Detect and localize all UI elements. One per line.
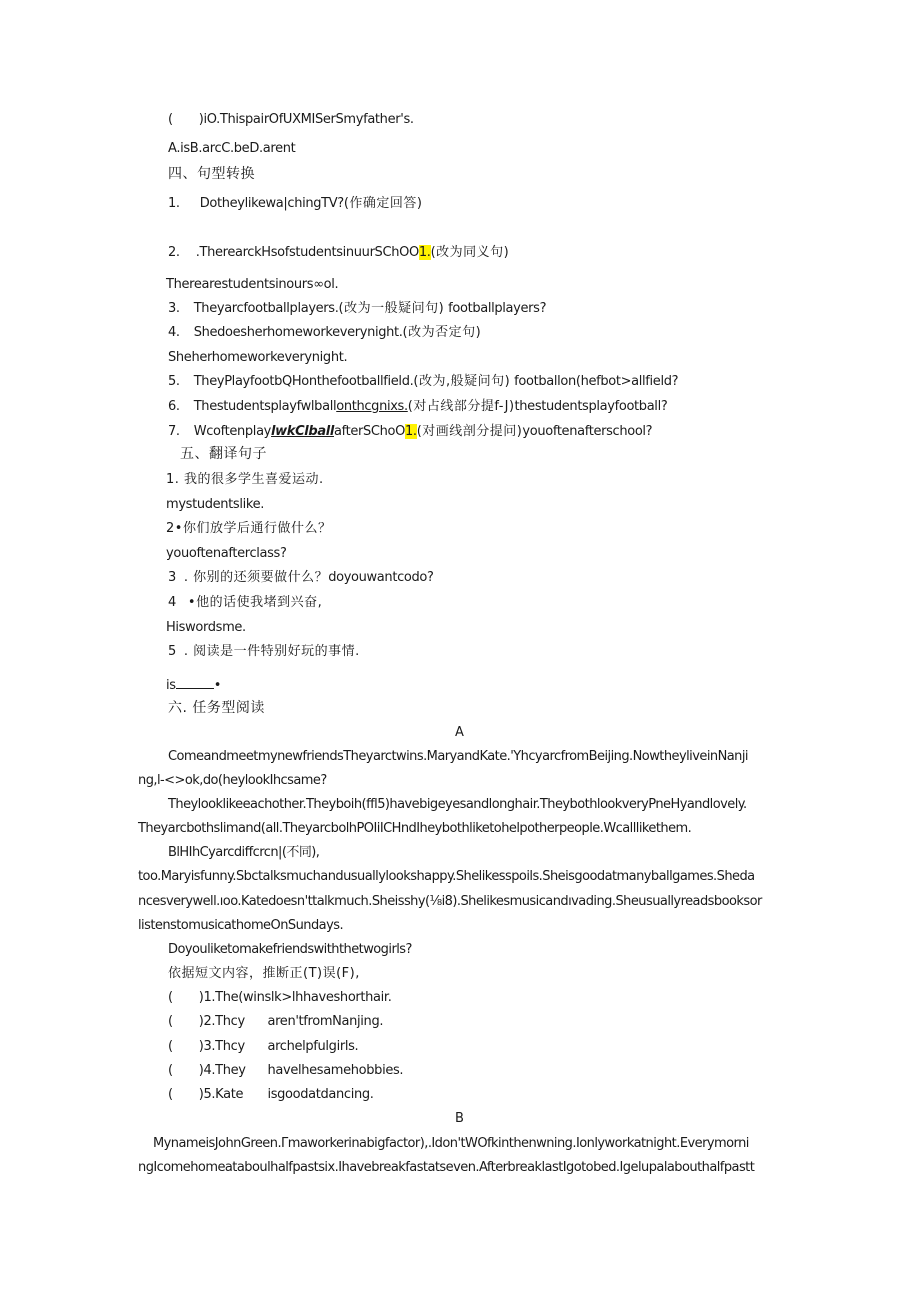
passage-a-line: BlHIhCyarcdiffcrcn|(不同),: [168, 845, 320, 860]
passage-a-line: Doyouliketomakefriendswiththetwogirls?: [168, 942, 412, 957]
tf-item-2: [168, 1013, 383, 1031]
passage-b-label: B: [455, 1111, 464, 1126]
s4-item-6: [168, 398, 667, 416]
item-note: (对占线部分提f-J): [407, 399, 515, 414]
s4-answer-4: Sheherhomeworkeverynight.: [168, 350, 348, 365]
passage-a-line: Theylooklikeeachother.Theyboih(ffl5)havebigeyesandlonghair.TheybothlookveryPneHyandlovely.: [168, 797, 747, 812]
answer-blank[interactable]: [176, 676, 214, 689]
answer-paren-open: (: [168, 990, 173, 1005]
tf-item-4: [168, 1062, 403, 1080]
tf-text: archelpfulgirls.: [267, 1039, 359, 1054]
tf-item-3: [168, 1038, 358, 1056]
s5-q1: 1. 我的很多学生喜爱运动.: [166, 472, 324, 487]
tf-text: havelhesamehobbies.: [267, 1063, 404, 1078]
s5-a1: mystudentslike.: [166, 497, 264, 512]
q-number: 5: [168, 644, 176, 659]
s4-item-1: [168, 195, 423, 213]
answer-paren-open: (: [168, 112, 173, 127]
item-text-c: youoftenafterschool?: [522, 424, 653, 439]
item-text-b: footballplayers?: [448, 301, 547, 316]
underlined-phrase: onthcgnixs.: [336, 399, 408, 414]
item-note: (作确定回答): [343, 196, 423, 211]
underlined-phrase: lwkClball: [271, 424, 334, 439]
question-text: iO.ThispairOfUXMISerSmyfather's.: [203, 112, 414, 127]
question-10-options: A.isB.arcC.beD.arent: [168, 141, 296, 156]
s5-a2: youoftenafterclass?: [166, 546, 287, 561]
answer-paren-close: ): [198, 1039, 204, 1054]
item-number: 1.: [168, 196, 180, 211]
tf-label: 4.They: [203, 1063, 246, 1078]
tf-text: 1.The(winslk>lhhaveshorthair.: [203, 990, 392, 1005]
s4-answer-2: Therearestudentsinours∞ol.: [166, 277, 339, 292]
s4-item-3: [168, 300, 546, 318]
item-note: (改为一般疑问句): [338, 301, 445, 316]
item-number: 2.: [168, 245, 180, 260]
passage-a-label: A: [455, 725, 464, 740]
item-number: 5.: [168, 374, 180, 389]
item-text-b: footballon(hefbot>allfield?: [514, 374, 679, 389]
item-note: (改为否定句): [402, 325, 482, 340]
s5-q4: [168, 594, 322, 612]
answer-paren-close: ): [198, 990, 204, 1005]
item-number: 7.: [168, 424, 180, 439]
item-note: (改为,般疑问句): [413, 374, 511, 389]
answer-paren-close: ): [198, 1063, 204, 1078]
q-number: 3: [168, 570, 176, 585]
s5-a5: [166, 676, 221, 695]
answer-paren-open: (: [168, 1014, 173, 1029]
q-text: •他的话使我堵到兴奋,: [187, 595, 323, 610]
tf-instruction: 依据短文内容，推断正(T)误(F),: [168, 966, 360, 981]
item-text: TheyPlayfootbQHonthefootballfield.: [193, 374, 414, 389]
q-english: doyouwantcodo?: [328, 570, 434, 585]
q-text: . 阅读是一件特别好玩的事情.: [183, 644, 360, 659]
passage-a-line: too.Maryisfunny.Sbctalksmuchandusuallylookshappy.Shelikesspoils.Sheisgoodatmanyballgames.Sheda: [138, 869, 755, 884]
s5-q3: [168, 569, 434, 587]
tf-item-5: [168, 1086, 374, 1104]
highlight-mark: 1.: [418, 245, 431, 260]
s4-item-4: [168, 324, 481, 342]
passage-a-line: ComeandmeetmynewfriendsTheyarctwins.MaryandKate.'YhcyarcfromBeijing.NowtheyliveinNanji: [168, 749, 748, 764]
answer-paren-open: (: [168, 1039, 173, 1054]
answer-paren-open: (: [168, 1087, 173, 1102]
item-text: Wcoftenplay: [193, 424, 272, 439]
passage-a-line: ncesverywell.ıoo.Katedoesn'ttalkmuch.Sheisshy(⅛i8).Shelikesmusicandıvading.Sheusuallyreadsbooksor: [138, 894, 762, 909]
answer-paren-close: ): [198, 1087, 204, 1102]
section-5-title: 五、翻译句子: [180, 446, 267, 462]
passage-a-line: listenstomusicathomeOnSundays.: [138, 918, 344, 933]
item-note: (对画线剖分提问): [416, 424, 523, 439]
item-text: Theyarcfootballplayers.: [193, 301, 339, 316]
answer-paren-close: ): [198, 1014, 204, 1029]
s4-item-5: [168, 373, 678, 391]
item-text-b: thestudentsplayfootball?: [514, 399, 668, 414]
section-4-title: 四、句型转换: [168, 166, 255, 182]
passage-b-line: ngIcomehomeataboulhalfpastsix.Ihavebreakfastatseven.AfterbreaklastIgotobed.Igelupalabouthalfpastt: [138, 1160, 755, 1175]
item-number: 4.: [168, 325, 180, 340]
s5-a4: Hiswordsme.: [166, 620, 246, 635]
tf-text: aren'tfromNanjing.: [267, 1014, 384, 1029]
answer-suffix: •: [213, 678, 222, 693]
tf-label: 3.Thcy: [203, 1039, 245, 1054]
question-10: [168, 111, 414, 129]
tf-text: isgoodatdancing.: [267, 1087, 374, 1102]
answer-paren-close: ): [198, 112, 204, 127]
passage-a-line: Theyarcbothslimand(all.TheyarcbolhPOIiICHndIheybothliketohelpotherpeople.Wcalllikethem.: [138, 821, 692, 836]
answer-prefix: is: [166, 678, 176, 693]
section-6-title: 六. 任务型阅读: [168, 700, 265, 716]
s5-q5: [168, 643, 360, 661]
q-number: 4: [168, 595, 176, 610]
item-number: 3.: [168, 301, 180, 316]
item-number: 6.: [168, 399, 180, 414]
item-text: .TherearckHsofstudentsinuurSChOO: [195, 245, 419, 260]
item-text: Shedoesherhomeworkeverynight.: [193, 325, 403, 340]
item-note: (改为同义句): [430, 245, 510, 260]
item-text-b: afterSChoO: [333, 424, 405, 439]
tf-item-1: [168, 989, 392, 1007]
passage-b-line: MynameisJohnGreen.Γmaworkerinabigfactor),.Idon'tWOfkinthenwning.Ionlyworkatnight.Everymorni: [153, 1136, 749, 1151]
s5-q2: 2•你们放学后通行做什么？: [166, 521, 332, 536]
item-text: Dotheylikewa|chingTV?: [199, 196, 344, 211]
passage-a-line: ng,l-<>ok,do(heylookIhcsame?: [138, 773, 327, 788]
highlight-mark: 1.: [405, 424, 417, 439]
item-text: Thestudentsplayfwlball: [193, 399, 337, 414]
q-text: . 你别的还须要做什么？: [183, 570, 329, 585]
tf-label: 2.Thcy: [203, 1014, 245, 1029]
tf-label: 5.Kate: [203, 1087, 244, 1102]
s4-item-7: [168, 423, 652, 441]
s4-item-2: [168, 244, 509, 262]
answer-paren-open: (: [168, 1063, 173, 1078]
